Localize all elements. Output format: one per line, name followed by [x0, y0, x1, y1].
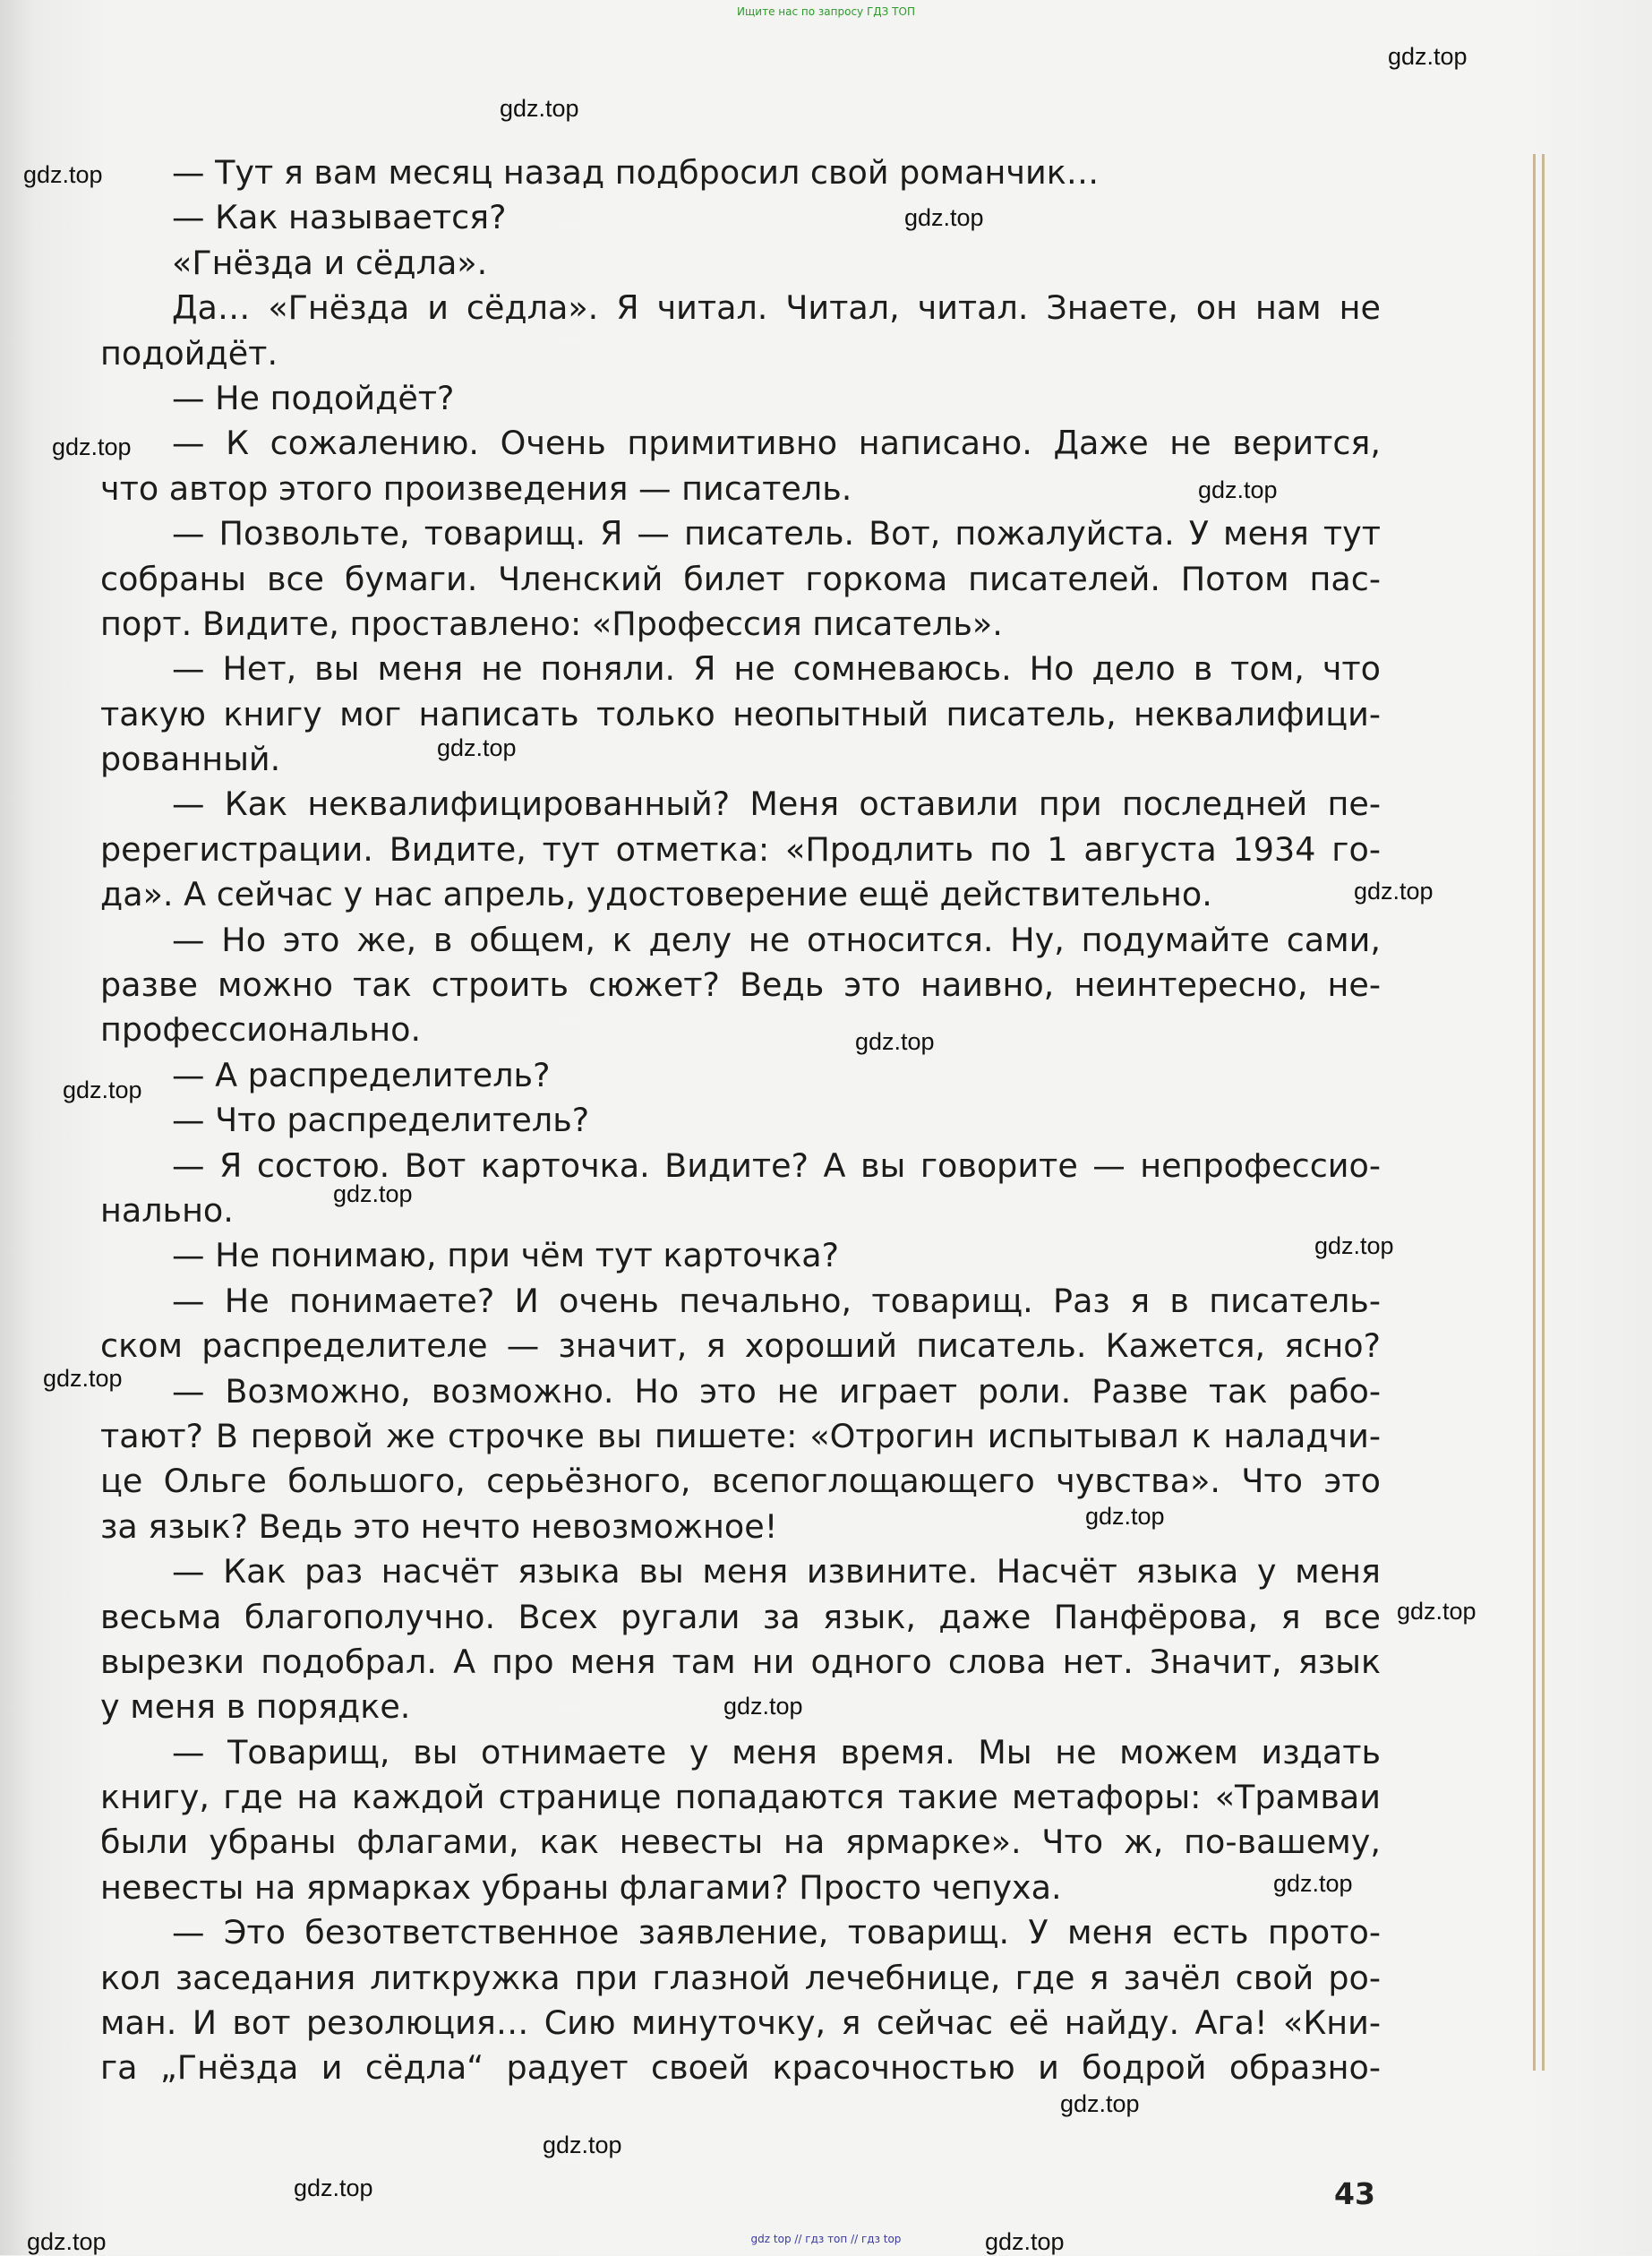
watermark: gdz.top	[1060, 2090, 1140, 2117]
text-line: да». А сейчас у нас апрель, удостоверение ещё действительно.	[100, 875, 1212, 914]
text-line: весьма благополучно. Всех ругали за язык, даже Панфёрова, я все	[100, 1597, 1381, 1636]
text-line: — Как называется?	[172, 198, 507, 237]
text-line: профессионально.	[100, 1010, 422, 1050]
watermark: gdz.top	[1085, 1503, 1165, 1530]
text-line: кол заседания литкружка при глазной лечебнице, где я зачёл свой ро-	[100, 1958, 1381, 1997]
text-line: — Это безответственное заявление, товарищ. У меня есть прото-	[172, 1913, 1381, 1952]
bottom-banner: gdz top // гдз топ // гдз top	[750, 2233, 902, 2245]
text-line: ман. И вот резолюция… Сию минуточку, я сейчас её найду. Ага! «Кни-	[100, 2003, 1381, 2043]
text-line: были убраны флагами, как невесты на ярмарке». Что ж, по-вашему,	[100, 1823, 1381, 1862]
text-line: — Но это же, в общем, к делу не относится. Ну, подумайте сами,	[172, 920, 1381, 959]
text-line: «Гнёзда и сёдла».	[172, 243, 488, 282]
text-line: — Я состою. Вот карточка. Видите? А вы говорите — непрофессио-	[172, 1145, 1381, 1185]
text-line: — А распределитель?	[172, 1055, 551, 1094]
margin-rule-left	[1533, 154, 1536, 2071]
text-line: тают? В первой же строчке вы пишете: «Отрогин испытывал к наладчи-	[100, 1416, 1381, 1455]
text-line: невесты на ярмарках убраны флагами? Просто чепуха.	[100, 1867, 1062, 1907]
text-line: за язык? Ведь это нечто невозможное!	[100, 1506, 778, 1546]
margin-rule-right	[1542, 154, 1545, 2071]
text-line: подойдёт.	[100, 333, 278, 373]
text-line: — Что распределитель?	[172, 1101, 590, 1140]
body-text	[100, 150, 1381, 2091]
text-line: собраны все бумаги. Членский билет горкома писателей. Потом пас-	[100, 559, 1381, 598]
watermark: gdz.top	[23, 161, 103, 188]
watermark: gdz.top	[27, 2228, 107, 2255]
watermark: gdz.top	[1388, 43, 1468, 70]
watermark: gdz.top	[904, 204, 984, 231]
text-line: — К сожалению. Очень примитивно написано. Даже не верится,	[172, 424, 1381, 463]
text-line: что автор этого произведения — писатель.	[100, 468, 852, 508]
watermark: gdz.top	[63, 1077, 142, 1103]
text-line: — Позвольте, товарищ. Я — писатель. Вот, пожалуйста. У меня тут	[172, 514, 1381, 553]
watermark: gdz.top	[52, 433, 132, 460]
text-line: разве можно так строить сюжет? Ведь это наивно, неинтересно, не-	[100, 965, 1381, 1005]
text-line: — Как неквалифицированный? Меня оставили при последней пе-	[172, 785, 1381, 824]
watermark: gdz.top	[1198, 476, 1278, 503]
text-line: це Ольге большого, серьёзного, всепоглощающего чувства». Что это	[100, 1462, 1381, 1501]
watermark: gdz.top	[294, 2175, 373, 2201]
text-line: такую книгу мог написать только неопытный писатель, неквалифици-	[100, 694, 1381, 733]
text-line: нально.	[100, 1190, 234, 1230]
top-banner: Ищите нас по запросу ГДЗ ТОП	[737, 5, 915, 18]
text-line: книгу, где на каждой странице попадаются такие метафоры: «Трамваи	[100, 1778, 1381, 1817]
text-line: — Нет, вы меня не поняли. Я не сомневаюсь. Но дело в том, что	[172, 649, 1381, 689]
text-line: рованный.	[100, 740, 281, 779]
watermark: gdz.top	[1354, 878, 1434, 905]
watermark: gdz.top	[1397, 1598, 1477, 1625]
text-line: ском распределителе — значит, я хороший писатель. Кажется, ясно?	[100, 1326, 1381, 1366]
watermark: gdz.top	[437, 734, 517, 761]
text-line: вырезки подобрал. А про меня там ни одного слова нет. Значит, язык	[100, 1642, 1381, 1681]
watermark: gdz.top	[723, 1693, 803, 1720]
watermark: gdz.top	[1314, 1232, 1394, 1259]
text-line: — Не подойдёт?	[172, 378, 455, 417]
text-line: — Товарищ, вы отнимаете у меня время. Мы не можем издать	[172, 1732, 1381, 1771]
watermark: gdz.top	[985, 2228, 1065, 2255]
page-number: 43	[1334, 2176, 1375, 2211]
watermark: gdz.top	[1273, 1870, 1353, 1897]
text-line: га „Гнёзда и сёдла“ радует своей красочностью и бодрой образно-	[100, 2048, 1381, 2088]
text-line: — Не понимаете? И очень печально, товарищ. Раз я в писатель-	[172, 1281, 1381, 1320]
text-line: ререгистрации. Видите, тут отметка: «Продлить по 1 августа 1934 го-	[100, 829, 1381, 869]
text-line: Да… «Гнёзда и сёдла». Я читал. Читал, читал. Знаете, он нам не	[172, 288, 1381, 328]
text-line: — Возможно, возможно. Но это не играет роли. Разве так рабо-	[172, 1371, 1381, 1411]
text-line: у меня в порядке.	[100, 1687, 411, 1727]
watermark: gdz.top	[543, 2132, 622, 2158]
text-line: — Как раз насчёт языка вы меня извините. Насчёт языка у меня	[172, 1552, 1381, 1591]
watermark: gdz.top	[500, 95, 579, 122]
text-line: порт. Видите, проставлено: «Профессия писатель».	[100, 604, 1003, 643]
watermark: gdz.top	[333, 1180, 413, 1207]
watermark: gdz.top	[855, 1028, 935, 1055]
text-line: — Не понимаю, при чём тут карточка?	[172, 1236, 839, 1275]
text-line: — Тут я вам месяц назад подбросил свой романчик…	[172, 153, 1100, 192]
watermark: gdz.top	[43, 1365, 123, 1392]
